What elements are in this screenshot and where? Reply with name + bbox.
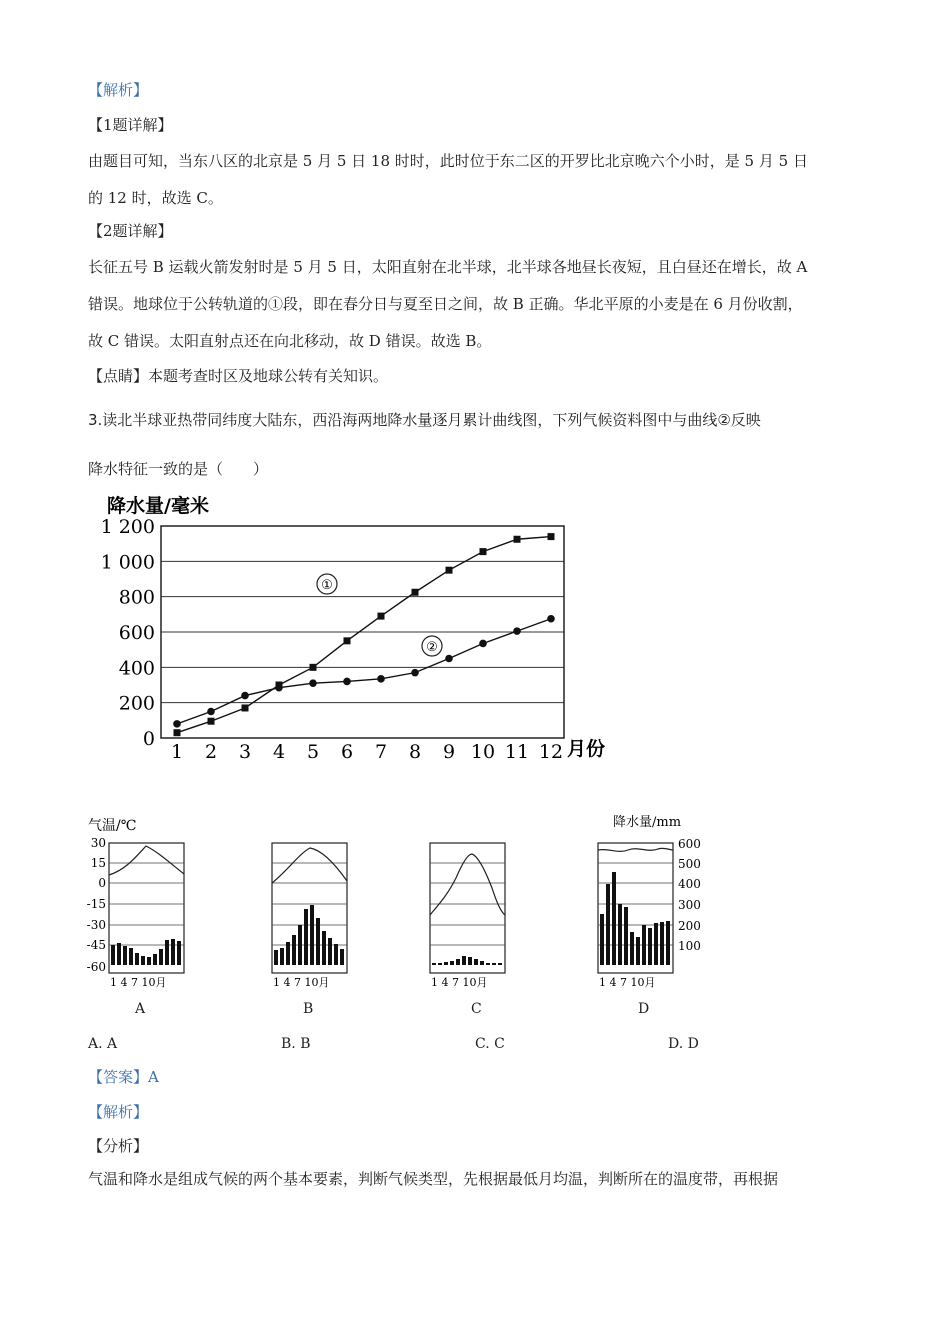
svg-text:①: ① bbox=[321, 578, 333, 593]
y-tick-label: 1 200 bbox=[100, 516, 155, 538]
x-tick-label: 6 bbox=[340, 741, 354, 763]
data-point-square bbox=[378, 613, 385, 620]
chart-y-ticks bbox=[101, 516, 155, 750]
panel-a-caption: A bbox=[135, 1001, 146, 1017]
series-line bbox=[177, 537, 551, 733]
data-point-square bbox=[446, 567, 453, 574]
question-3-line-1: 3.读北半球亚热带同纬度大陆东，西沿海两地降水量逐月累计曲线图，下列气候资料图中与曲线②反映 bbox=[88, 411, 761, 429]
analysis-heading-2: 【解析】 bbox=[88, 1103, 149, 1121]
x-tick-label: 3 bbox=[238, 741, 252, 763]
series-1-label bbox=[317, 574, 337, 594]
x-tick-label: 10 bbox=[470, 741, 496, 763]
climate-panels bbox=[80, 808, 720, 988]
question-3-line-2: 降水特征一致的是（ ） bbox=[88, 460, 269, 478]
x-tick-label: 4 bbox=[272, 741, 286, 763]
svg-text:15: 15 bbox=[90, 856, 106, 870]
y-tick-label: 0 bbox=[142, 728, 155, 750]
data-point-square bbox=[480, 548, 487, 555]
x-tick-label: 11 bbox=[504, 741, 530, 763]
x-tick-label: 7 bbox=[374, 741, 388, 763]
data-point-square bbox=[548, 533, 555, 540]
climate-panel-c bbox=[430, 843, 505, 988]
x-tick-label: 9 bbox=[442, 741, 456, 763]
chart-x-axis-label: 月份 bbox=[567, 738, 606, 760]
q2-detail-heading: 【2题详解】 bbox=[88, 222, 173, 240]
analysis-heading-1: 【解析】 bbox=[88, 81, 149, 99]
svg-text:②: ② bbox=[426, 640, 438, 655]
svg-text:1 4 7 10月: 1 4 7 10月 bbox=[273, 976, 330, 988]
data-point-circle bbox=[479, 640, 487, 648]
svg-text:100: 100 bbox=[678, 939, 701, 953]
svg-text:30: 30 bbox=[90, 836, 106, 850]
svg-text:400: 400 bbox=[678, 877, 701, 891]
data-point-circle bbox=[547, 615, 555, 623]
data-point-circle bbox=[275, 684, 283, 692]
y-tick-label: 400 bbox=[118, 657, 155, 680]
chart-gridlines bbox=[161, 561, 564, 702]
analysis-subheading: 【分析】 bbox=[88, 1137, 149, 1155]
option-d[interactable]: D. D bbox=[668, 1036, 699, 1052]
climate-panel-b bbox=[272, 843, 347, 988]
q2-text-line-3: 故 C 错误。太阳直射点还在向北移动，故 D 错误。故选 B。 bbox=[88, 332, 492, 350]
data-point-square bbox=[412, 589, 419, 596]
panel-d-precip-label: 降水量/mm bbox=[613, 815, 682, 830]
q1-text-line-1: 由题目可知，当东八区的北京是 5 月 5 日 18 时时，此时位于东二区的开罗比北京晚六个小时，是 5 月 5 日 bbox=[88, 152, 808, 170]
analysis-text-line: 气温和降水是组成气候的两个基本要素，判断气候类型，先根据最低月均温，判断所在的温度带，再根据 bbox=[88, 1170, 779, 1188]
svg-text:-60: -60 bbox=[86, 960, 106, 974]
data-point-circle bbox=[411, 669, 419, 677]
q1-text-line-2: 的 12 时，故选 C。 bbox=[88, 189, 223, 207]
svg-text:1 4 7 10月: 1 4 7 10月 bbox=[599, 976, 656, 988]
data-point-circle bbox=[173, 720, 181, 728]
series-2-label bbox=[422, 636, 442, 656]
data-point-circle bbox=[343, 678, 351, 686]
svg-text:600: 600 bbox=[678, 837, 701, 851]
data-point-circle bbox=[513, 627, 521, 635]
option-a[interactable]: A. A bbox=[88, 1036, 118, 1052]
x-tick-label: 8 bbox=[408, 741, 422, 763]
data-point-circle bbox=[207, 708, 215, 716]
climate-panel-a bbox=[109, 843, 184, 988]
svg-text:300: 300 bbox=[678, 898, 701, 912]
data-point-square bbox=[174, 729, 181, 736]
data-point-circle bbox=[377, 675, 385, 683]
panel-c-caption: C bbox=[471, 1001, 482, 1017]
svg-text:200: 200 bbox=[678, 919, 701, 933]
x-tick-label: 1 bbox=[170, 741, 184, 763]
series-1-line bbox=[174, 533, 555, 736]
x-tick-label: 2 bbox=[204, 741, 218, 763]
data-point-circle bbox=[445, 655, 453, 663]
panel-d-caption: D bbox=[638, 1001, 650, 1017]
answer-line: 【答案】A bbox=[88, 1068, 159, 1086]
svg-text:-30: -30 bbox=[86, 918, 106, 932]
y-tick-label: 600 bbox=[118, 622, 155, 644]
panel-a-temp-ticks bbox=[87, 836, 106, 974]
x-tick-label: 12 bbox=[538, 741, 564, 763]
y-tick-label: 800 bbox=[118, 586, 155, 609]
cumulative-precip-chart bbox=[95, 488, 655, 768]
data-point-square bbox=[310, 664, 317, 671]
chart-x-ticks bbox=[171, 741, 563, 763]
panel-d-precip-ticks bbox=[678, 837, 701, 953]
data-point-circle bbox=[241, 692, 249, 700]
q1-detail-heading: 【1题详解】 bbox=[88, 116, 173, 134]
data-point-square bbox=[242, 704, 249, 711]
chart-y-axis-label: 降水量/毫米 bbox=[107, 495, 209, 517]
data-point-square bbox=[514, 536, 521, 543]
svg-text:1 4 7 10月: 1 4 7 10月 bbox=[431, 976, 488, 988]
svg-text:1 4 7 10月: 1 4 7 10月 bbox=[110, 976, 167, 988]
svg-text:500: 500 bbox=[678, 857, 701, 871]
option-b[interactable]: B. B bbox=[281, 1036, 311, 1052]
panel-b-caption: B bbox=[303, 1001, 314, 1017]
climate-panel-d bbox=[598, 814, 701, 988]
svg-text:-45: -45 bbox=[86, 938, 106, 952]
option-c[interactable]: C. C bbox=[475, 1036, 505, 1052]
data-point-square bbox=[208, 718, 215, 725]
svg-text:0: 0 bbox=[98, 876, 106, 890]
q2-text-line-1: 长征五号 B 运载火箭发射时是 5 月 5 日，太阳直射在北半球，北半球各地昼长夜短，且白昼还在增长，故 A bbox=[88, 258, 808, 276]
series-line bbox=[177, 619, 551, 724]
data-point-circle bbox=[309, 679, 317, 687]
panel-a-temp-label: 气温/℃ bbox=[88, 818, 137, 834]
x-tick-label: 5 bbox=[306, 741, 320, 763]
y-tick-label: 1 000 bbox=[100, 551, 155, 574]
q2-text-line-2: 错误。地球位于公转轨道的①段，即在春分日与夏至日之间，故 B 正确。华北平原的小麦是在 6 月份收割， bbox=[88, 295, 803, 313]
data-point-square bbox=[344, 637, 351, 644]
comment-line: 【点睛】本题考查时区及地球公转有关知识。 bbox=[88, 367, 389, 385]
y-tick-label: 200 bbox=[118, 692, 155, 715]
svg-text:-15: -15 bbox=[86, 897, 106, 911]
